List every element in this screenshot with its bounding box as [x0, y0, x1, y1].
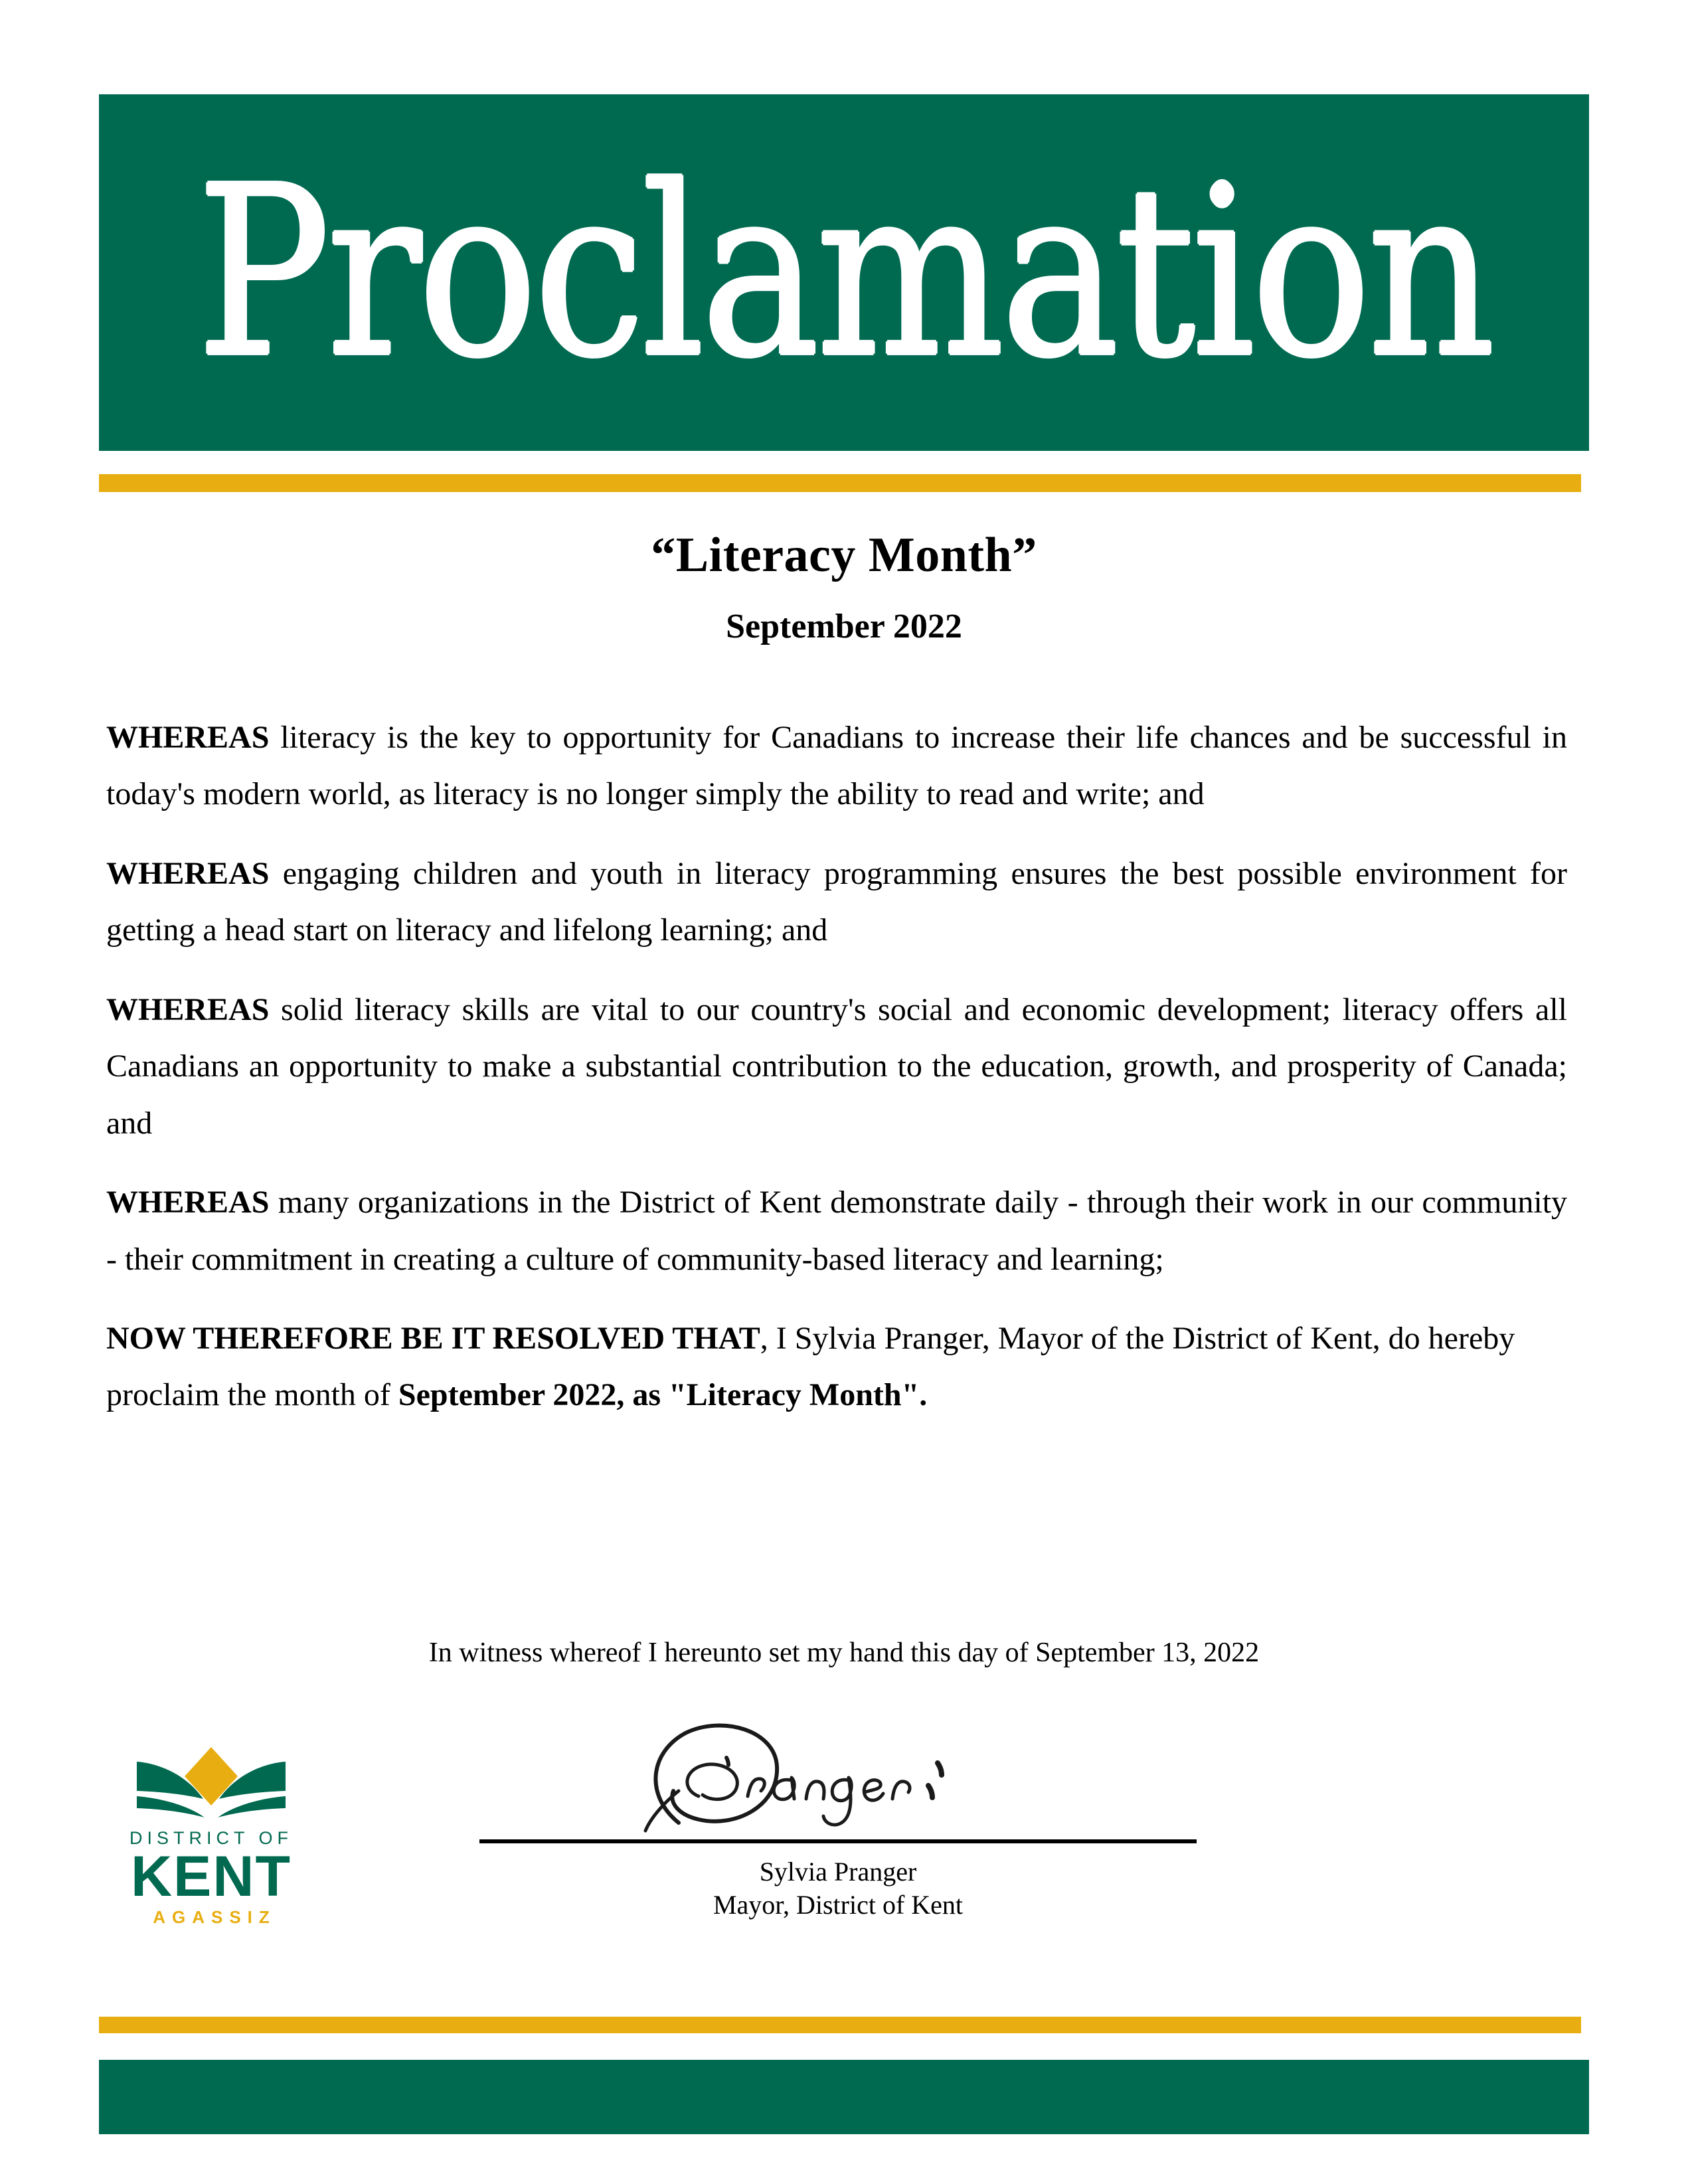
body-content: [106, 709, 1567, 1446]
whereas-text-2: engaging children and youth in literacy programming ensures the best possible environment for getting a head start on literacy and lifelong learning; and: [106, 855, 1567, 948]
gold-divider-top: [99, 474, 1581, 492]
signatory-name: Sylvia Pranger: [759, 1857, 917, 1887]
handwritten-signature-icon: [473, 1717, 1203, 1839]
page-title: “Literacy Month”: [651, 528, 1037, 582]
resolution-paragraph: [106, 1310, 1567, 1424]
proclamation-wordmark: Proclamation: [196, 135, 1492, 409]
witness-statement: In witness whereof I hereunto set my hand this day of September 13, 2022: [428, 1638, 1260, 1668]
logo-agassiz-label: AGASSIZ: [153, 1906, 276, 1927]
book-diamond-logo-icon: [131, 1743, 291, 1823]
logo-district-label: DISTRICT OF: [129, 1828, 293, 1848]
whereas-paragraph-2: [106, 845, 1567, 959]
whereas-lead-4: WHEREAS: [106, 1185, 270, 1220]
signature-block: [473, 1717, 1203, 1922]
header-banner: [99, 94, 1589, 451]
footer-banner: [99, 2060, 1589, 2134]
logo-kent-label: KENT: [130, 1845, 292, 1908]
resolution-lead: NOW THEREFORE BE IT RESOLVED THAT: [106, 1320, 760, 1356]
signature-rule: [479, 1839, 1197, 1843]
whereas-lead-1: WHEREAS: [106, 720, 270, 755]
resolution-emphasis: September 2022, as "Literacy Month".: [398, 1377, 928, 1413]
page-subtitle: September 2022: [726, 608, 962, 645]
gold-divider-bottom: [99, 2017, 1581, 2033]
whereas-lead-3: WHEREAS: [106, 991, 270, 1027]
whereas-paragraph-3: [106, 981, 1567, 1151]
resolution-mid: , I Sylvia Pranger, Mayor of the District of Kent, do hereby proclaim the month of: [106, 1320, 1515, 1413]
whereas-paragraph-4: [106, 1174, 1567, 1288]
whereas-text-1: literacy is the key to opportunity for Canadians to increase their life chances and be successful in today's modern world, as literacy is no longer simply the ability to read and write; and: [106, 720, 1567, 812]
signatory-role: Mayor, District of Kent: [713, 1890, 964, 1920]
whereas-text-3: solid literacy skills are vital to our country's social and economic development; literacy offers all Canadians an opportunity to make a substantial contribution to the education, growth, and prosperity of Canada; and: [106, 991, 1567, 1141]
whereas-text-4: many organizations in the District of Kent demonstrate daily - through their work in our community - their commitment in creating a culture of community-based literacy and learning;: [106, 1185, 1567, 1277]
whereas-lead-2: WHEREAS: [106, 855, 270, 891]
district-of-kent-logo: [112, 1743, 311, 1926]
whereas-paragraph-1: [106, 709, 1567, 823]
